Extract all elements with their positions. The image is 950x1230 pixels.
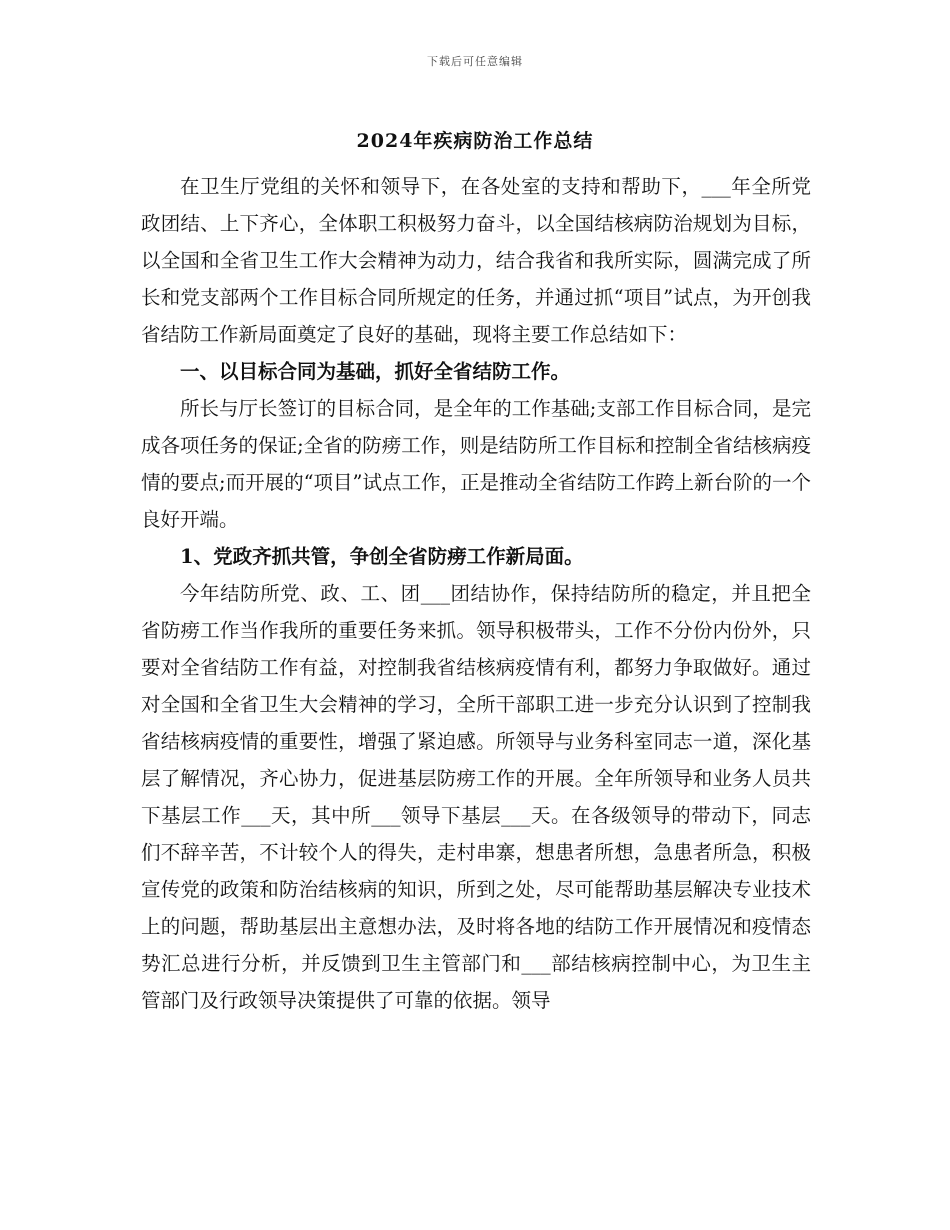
document-title: 2024年疾病防治工作总结 — [356, 130, 594, 152]
header-note: 下载后可任意编辑 — [427, 55, 523, 68]
section-heading-1: 一、以目标合同为基础，抓好全省结防工作。 — [180, 360, 571, 383]
paragraph-subsection-1-1: 今年结防所党、政、工、团___团结协作，保持结防所的稳定，并且把全省防痨工作当作我所的重要任务来抓。领导积极带头，工作不分份内份外，只要对全省结防工作有益，对控制我省结核病疫情有利，都努力争取做好。通过对全国和全省卫生大会精神的学习，全所干部职工进一步充分认识到了控制我省结核病疫情的重要性，增强了紧迫感。所领导与业务科室同志一道，深化基层了解情况，齐心协力，促进基层防痨工作的开展。全年所领导和业务人员共下基层工作___天，其中所___领导下基层___天。在各级领导的带动下，同志们不辞辛苦，不计较个人的得失，走村串寨，想患者所想，急患者所急，积极宣传党的政策和防治结核病的知识，所到之处，尽可能帮助基层解决专业技术上的问题，帮助基层出主意想办法，及时将各地的结防工作开展情况和疫情态势汇总进行分析，并反馈到卫生主管部门和___部结核病控制中心，为卫生主管部门及行政领导决策提供了可靠的依据。领导 — [141, 582, 811, 1012]
document-body — [141, 168, 811, 1019]
subsection-heading-1-1: 1、党政齐抓共管，争创全省防痨工作新局面。 — [180, 545, 584, 568]
paragraph-section-1: 所长与厅长签订的目标合同，是全年的工作基础;支部工作目标合同，是完成各项任务的保证;全省的防痨工作，则是结防所工作目标和控制全省结核病疫情的要点;而开展的“项目”试点工作，正是推动全省结防工作跨上新台阶的一个良好开端。 — [141, 397, 812, 531]
paragraph-intro: 在卫生厅党组的关怀和领导下，在各处室的支持和帮助下，___年全所党政团结、上下齐心，全体职工积极努力奋斗，以全国结核病防治规划为目标，以全国和全省卫生工作大会精神为动力，结合我省和我所实际，圆满完成了所长和党支部两个工作目标合同所规定的任务，并通过抓“项目”试点，为开创我省结防工作新局面奠定了良好的基础，现将主要工作总结如下： — [141, 175, 811, 346]
